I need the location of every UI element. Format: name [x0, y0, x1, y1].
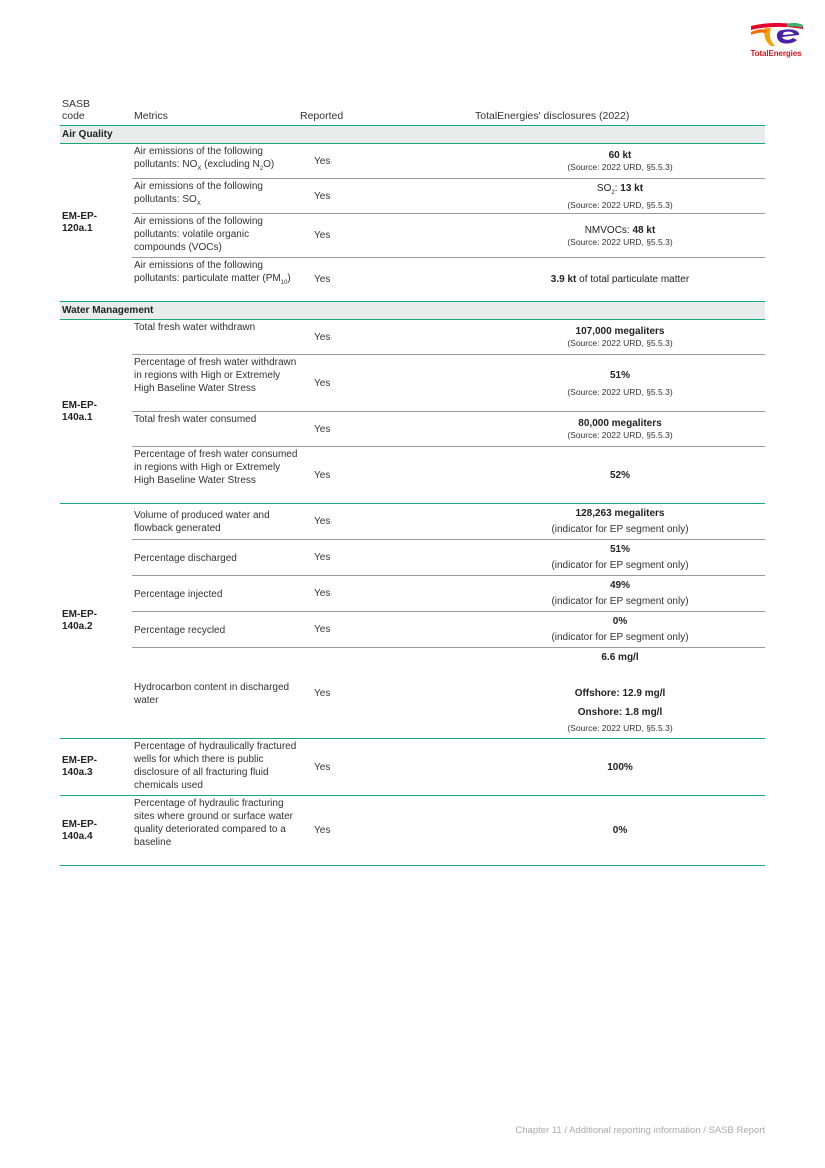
header-reported: Reported: [300, 110, 344, 122]
metric-cell: Total fresh water consumed: [134, 414, 257, 425]
header-code: SASB code: [62, 98, 91, 122]
disclosure-cell: 0% (indicator for EP segment only): [551, 616, 689, 643]
table-row: [132, 179, 765, 214]
header-disclosures: TotalEnergies' disclosures (2022): [475, 110, 630, 122]
table-row: [132, 412, 765, 447]
group-140a1: [60, 320, 765, 504]
disclosure-cell: 80,000 megaliters (Source: 2022 URD, §5.5.3): [567, 418, 673, 440]
reported-cell: Yes: [314, 687, 331, 699]
table-row: [132, 576, 765, 612]
disclosure-cell: 6.6 mg/l Offshore: 12.9 mg/l Onshore: 1.8 mg/l (Source: 2022 URD, §5.5.3): [567, 652, 673, 733]
logo-swoosh-icon: [747, 20, 805, 48]
section-air-quality: Air Quality: [60, 126, 765, 144]
disclosure-cell: 128,263 megaliters (indicator for EP segment only): [551, 508, 689, 535]
section-water-management: Water Management: [60, 302, 765, 320]
table-row: [132, 648, 765, 738]
metric-cell: Air emissions of the following pollutants: $SO_X$: [134, 181, 263, 207]
reported-cell: Yes: [314, 190, 331, 202]
disclosure-cell: NMVOCs: 48 kt (Source: 2022 URD, §5.5.3): [567, 224, 673, 247]
table-row: [132, 612, 765, 648]
totalenergies-logo: [746, 20, 806, 58]
reported-cell: Yes: [314, 274, 331, 285]
metric-cell: Air emissions of the following pollutants: $NO_X$ (excluding $N_2O$): [134, 146, 275, 172]
metric-cell: Percentage of hydraulic fracturing sites where ground or surface water quality deteriorated compared to a baseline: [134, 798, 293, 848]
header-metrics: Metrics: [134, 110, 168, 122]
table-row: [132, 258, 765, 301]
reported-cell: Yes: [314, 552, 331, 563]
table-header: [60, 96, 765, 126]
reported-cell: Yes: [314, 377, 331, 389]
table-row: [132, 540, 765, 576]
metric-cell: Total fresh water withdrawn: [134, 322, 256, 333]
reported-cell: Yes: [314, 624, 331, 635]
sasb-code: EM-EP-140a.4: [62, 818, 97, 842]
disclosure-cell: 3.9 kt of total particulate matter: [550, 274, 690, 285]
table-row: [132, 320, 765, 355]
metric-cell: Volume of produced water and flowback generated: [134, 510, 270, 534]
table-row: [132, 504, 765, 540]
table-row: [132, 144, 765, 179]
sasb-code: EM-EP-120a.1: [62, 210, 97, 234]
disclosure-cell: 100%: [607, 761, 633, 773]
disclosure-cell: 107,000 megaliters (Source: 2022 URD, §5.5.3): [567, 326, 673, 348]
metric-cell: Air emissions of the following pollutants: volatile organic compounds (VOCs): [134, 216, 263, 253]
metric-cell: Percentage discharged: [134, 552, 237, 564]
reported-cell: Yes: [314, 423, 331, 435]
disclosure-cell: $SO_2$: 13 kt (Source: 2022 URD, §5.5.3): [567, 182, 673, 210]
group-140a2: [60, 504, 765, 739]
disclosure-cell: 51% (Source: 2022 URD, §5.5.3): [567, 369, 673, 397]
metric-cell: Percentage injected: [134, 588, 223, 600]
table-row: [132, 447, 765, 503]
page-footer: Chapter 11 / Additional reporting information / SASB Report: [515, 1125, 765, 1136]
reported-cell: Yes: [314, 155, 331, 167]
metric-cell: Percentage recycled: [134, 624, 226, 636]
sasb-code: EM-EP-140a.3: [62, 755, 97, 778]
metric-cell: Percentage of fresh water withdrawn in regions with High or Extremely High Baseline Water Stress: [134, 357, 297, 394]
table-row: [132, 355, 765, 412]
metric-cell: Percentage of hydraulically fractured wells for which there is public disclosure of all fracturing fluid chemicals used: [134, 741, 297, 791]
metric-cell: Percentage of fresh water consumed in regions with High or Extremely High Baseline Water Stress: [134, 449, 298, 486]
disclosure-cell: 0%: [612, 825, 628, 836]
table-row: [132, 739, 765, 795]
group-air-quality: [60, 144, 765, 302]
metric-cell: Hydrocarbon content in discharged water: [134, 681, 290, 706]
disclosure-cell: 60 kt (Source: 2022 URD, §5.5.3): [567, 150, 673, 172]
reported-cell: Yes: [314, 761, 331, 773]
reported-cell: Yes: [314, 331, 331, 343]
metric-cell: Air emissions of the following pollutants: particulate matter $(PM_{10})$: [134, 260, 291, 286]
table-row: [132, 214, 765, 258]
table-row: [132, 796, 765, 865]
disclosure-cell: 49% (indicator for EP segment only): [551, 580, 689, 607]
logo-text: TotalEnergies: [750, 49, 802, 58]
disclosure-cell: 51% (indicator for EP segment only): [551, 544, 689, 571]
sasb-code: EM-EP-140a.1: [62, 399, 97, 423]
disclosure-cell: 52%: [609, 469, 630, 481]
reported-cell: Yes: [314, 230, 331, 241]
reported-cell: Yes: [314, 588, 331, 599]
reported-cell: Yes: [314, 825, 331, 836]
group-140a3: [60, 739, 765, 796]
reported-cell: Yes: [314, 469, 331, 481]
sasb-table: [60, 96, 765, 866]
sasb-code: EM-EP-140a.2: [62, 609, 97, 632]
reported-cell: Yes: [314, 516, 331, 527]
group-140a4: [60, 796, 765, 866]
